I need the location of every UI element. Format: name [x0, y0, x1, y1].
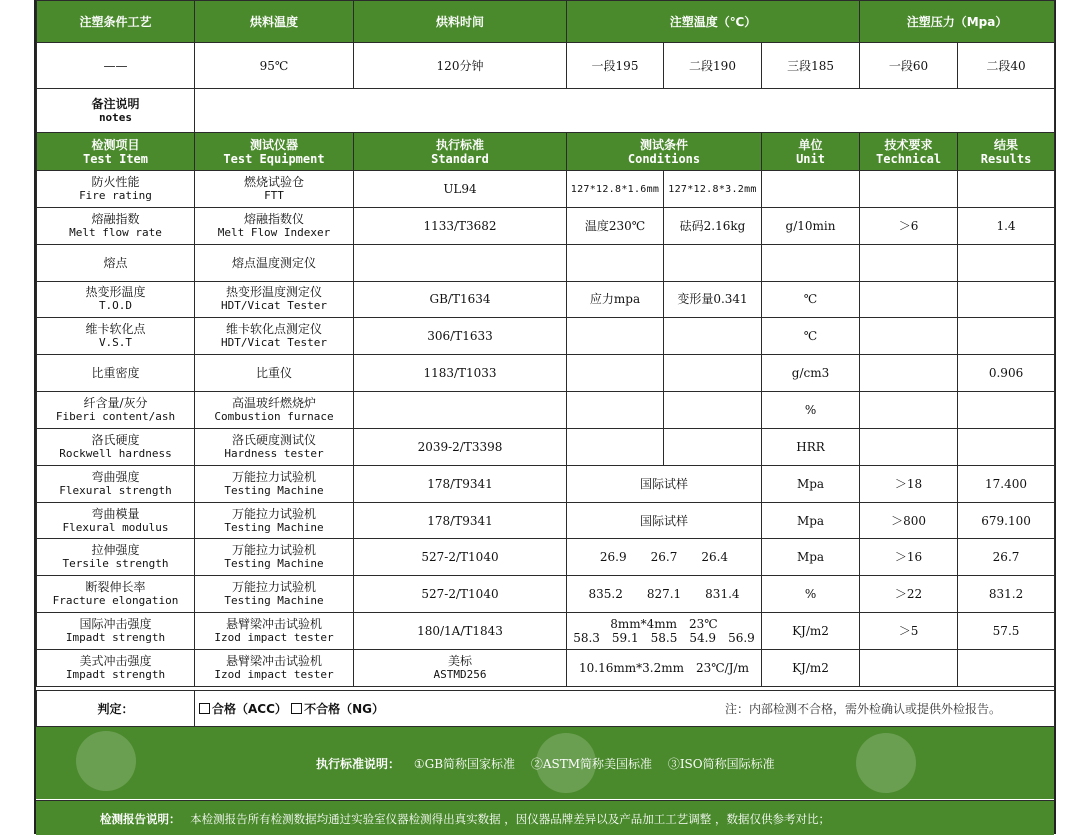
test-condition-2	[664, 318, 762, 355]
unit: g/10min	[762, 207, 860, 244]
test-item: 熔点	[37, 244, 195, 281]
standard: GB/T1634	[354, 281, 567, 318]
technical-requirement	[860, 244, 958, 281]
test-item: 拉伸强度 Tersile strength	[37, 539, 195, 576]
standards-note-band	[36, 726, 1054, 799]
test-condition-2	[664, 355, 762, 392]
test-item: 热变形温度 T.O.D	[37, 281, 195, 318]
result	[958, 244, 1055, 281]
report-note-band	[36, 800, 1054, 835]
result	[958, 318, 1055, 355]
bake-temp-value: 95℃	[195, 43, 354, 89]
standard: 1183/T1033	[354, 355, 567, 392]
test-condition-1: 温度230℃	[567, 207, 664, 244]
test-item: 弯曲强度 Flexural strength	[37, 465, 195, 502]
test-condition-1	[567, 318, 664, 355]
ng-checkbox[interactable]	[291, 703, 302, 714]
standard: 美标 ASTMD256	[354, 649, 567, 686]
result: 1.4	[958, 207, 1055, 244]
table-row	[37, 613, 1055, 650]
test-equipment: 悬臂梁冲击试验机 Izod impact tester	[195, 649, 354, 686]
standard: UL94	[354, 171, 567, 208]
unit: g/cm3	[762, 355, 860, 392]
notes-label: 备注说明 notes	[37, 89, 195, 133]
table-row	[37, 392, 1055, 429]
standard: 527-2/T1040	[354, 539, 567, 576]
test-report-table	[36, 0, 1055, 687]
test-equipment: 热变形温度测定仪 HDT/Vicat Tester	[195, 281, 354, 318]
unit: Mpa	[762, 502, 860, 539]
standard: 306/T1633	[354, 318, 567, 355]
technical-requirement: ＞16	[860, 539, 958, 576]
standards-note-text: ①GB简称国家标准 ②ASTM简称美国标准 ③ISO简称国际标准	[413, 757, 775, 771]
mold-pressure-header: 注塑压力（Mpa）	[860, 1, 1055, 43]
test-item: 断裂伸长率 Fracture elongation	[37, 576, 195, 613]
unit: Mpa	[762, 465, 860, 502]
bake-temp-header: 烘料温度	[195, 1, 354, 43]
report-note-text: 本检测报告所有检测数据均通过实验室仪器检测得出真实数据 ，因仪器品牌差异以及产品加工工艺调整 ，数据仅供参考对比；	[190, 812, 830, 826]
technical-requirement	[860, 171, 958, 208]
test-item: 熔融指数 Melt flow rate	[37, 207, 195, 244]
technical-requirement: ＞800	[860, 502, 958, 539]
test-item: 比重密度	[37, 355, 195, 392]
standard: 1133/T3682	[354, 207, 567, 244]
test-item: 纤含量/灰分 Fiberi content/ash	[37, 392, 195, 429]
test-equipment: 燃烧试验仓 FTT	[195, 171, 354, 208]
col-unit: 单位 Unit	[762, 133, 860, 171]
test-equipment: 高温玻纤燃烧炉 Combustion furnace	[195, 392, 354, 429]
unit: ℃	[762, 318, 860, 355]
table-row	[37, 649, 1055, 686]
technical-requirement	[860, 318, 958, 355]
table-row	[37, 171, 1055, 208]
judgement-table	[36, 690, 1055, 727]
col-item: 检测项目 Test Item	[37, 133, 195, 171]
column-header-row	[37, 133, 1055, 171]
standard: 178/T9341	[354, 465, 567, 502]
test-conditions: 国际试样	[567, 502, 762, 539]
table-row	[37, 465, 1055, 502]
unit: Mpa	[762, 539, 860, 576]
test-item: 国际冲击强度 Impadt strength	[37, 613, 195, 650]
result	[958, 428, 1055, 465]
col-standard: 执行标准 Standard	[354, 133, 567, 171]
test-item: 弯曲模量 Flexural modulus	[37, 502, 195, 539]
technical-requirement: ＞6	[860, 207, 958, 244]
test-conditions: 835.2 827.1 831.4	[567, 576, 762, 613]
standards-note-label: 执行标准说明：	[316, 757, 401, 771]
table-row	[37, 207, 1055, 244]
table-row	[37, 428, 1055, 465]
table-row	[37, 539, 1055, 576]
standard	[354, 392, 567, 429]
watermark-logo-icon	[76, 731, 136, 791]
bake-time-header: 烘料时间	[354, 1, 567, 43]
test-condition-1	[567, 392, 664, 429]
molding-values-row	[37, 43, 1055, 89]
result: 57.5	[958, 613, 1055, 650]
bake-time-value: 120分钟	[354, 43, 567, 89]
unit: %	[762, 576, 860, 613]
test-condition-2: 127*12.8*3.2mm	[664, 171, 762, 208]
judgement-options	[195, 691, 1055, 727]
test-condition-2: 变形量0.341	[664, 281, 762, 318]
test-item: 美式冲击强度 Impadt strength	[37, 649, 195, 686]
unit: HRR	[762, 428, 860, 465]
result	[958, 392, 1055, 429]
result	[958, 171, 1055, 208]
test-equipment: 维卡软化点测定仪 HDT/Vicat Tester	[195, 318, 354, 355]
test-equipment: 万能拉力试验机 Testing Machine	[195, 539, 354, 576]
standard: 180/1A/T1843	[354, 613, 567, 650]
technical-requirement: ＞5	[860, 613, 958, 650]
judgement-note: 注：内部检测不合格，需外检确认或提供外检报告。	[725, 701, 1002, 716]
test-condition-2	[664, 244, 762, 281]
standard: 2039-2/T3398	[354, 428, 567, 465]
result: 17.400	[958, 465, 1055, 502]
result	[958, 649, 1055, 686]
table-row	[37, 244, 1055, 281]
acc-checkbox[interactable]	[199, 703, 210, 714]
process-value: ——	[37, 43, 195, 89]
unit	[762, 244, 860, 281]
test-condition-1	[567, 355, 664, 392]
test-condition-2	[664, 428, 762, 465]
technical-requirement	[860, 392, 958, 429]
result: 831.2	[958, 576, 1055, 613]
technical-requirement	[860, 281, 958, 318]
technical-requirement	[860, 355, 958, 392]
test-item: 维卡软化点 V.S.T	[37, 318, 195, 355]
watermark-logo-icon	[856, 733, 916, 793]
technical-requirement	[860, 428, 958, 465]
technical-requirement: ＞18	[860, 465, 958, 502]
table-row	[37, 318, 1055, 355]
test-equipment: 悬臂梁冲击试验机 Izod impact tester	[195, 613, 354, 650]
test-condition-1	[567, 428, 664, 465]
test-equipment: 万能拉力试验机 Testing Machine	[195, 465, 354, 502]
standard	[354, 244, 567, 281]
result	[958, 281, 1055, 318]
col-results: 结果 Results	[958, 133, 1055, 171]
report-note-label: 检测报告说明：	[100, 812, 181, 826]
judgement-label: 判定：	[37, 691, 195, 727]
test-conditions: 10.16mm*3.2mm 23℃/J/m	[567, 649, 762, 686]
test-condition-2	[664, 392, 762, 429]
test-condition-1: 127*12.8*1.6mm	[567, 171, 664, 208]
test-condition-1	[567, 244, 664, 281]
col-technical: 技术要求 Technical	[860, 133, 958, 171]
test-equipment: 熔融指数仪 Melt Flow Indexer	[195, 207, 354, 244]
result: 26.7	[958, 539, 1055, 576]
standard: 527-2/T1040	[354, 576, 567, 613]
test-report-sheet	[34, 0, 1056, 834]
mold-press-2: 二段40	[958, 43, 1055, 89]
unit: %	[762, 392, 860, 429]
test-conditions: 26.9 26.7 26.4	[567, 539, 762, 576]
unit: KJ/m2	[762, 613, 860, 650]
table-row	[37, 281, 1055, 318]
notes-row	[37, 89, 1055, 133]
mold-temp-header: 注塑温度（℃）	[567, 1, 860, 43]
unit	[762, 171, 860, 208]
test-item: 洛氏硬度 Rockwell hardness	[37, 428, 195, 465]
acc-label: 合格（ACC）	[212, 701, 287, 716]
test-condition-2: 砝码2.16kg	[664, 207, 762, 244]
technical-requirement	[860, 649, 958, 686]
table-row	[37, 502, 1055, 539]
test-equipment: 洛氏硬度测试仪 Hardness tester	[195, 428, 354, 465]
test-equipment: 万能拉力试验机 Testing Machine	[195, 576, 354, 613]
technical-requirement: ＞22	[860, 576, 958, 613]
test-equipment: 比重仪	[195, 355, 354, 392]
test-conditions: 8mm*4mm 23℃ 58.3 59.1 58.5 54.9 56.9	[567, 613, 762, 650]
test-condition-1: 应力mpa	[567, 281, 664, 318]
molding-header-row	[37, 1, 1055, 43]
result: 679.100	[958, 502, 1055, 539]
test-equipment: 万能拉力试验机 Testing Machine	[195, 502, 354, 539]
judgement-row	[37, 691, 1055, 727]
col-equipment: 测试仪器 Test Equipment	[195, 133, 354, 171]
process-header: 注塑条件工艺	[37, 1, 195, 43]
notes-value	[195, 89, 1055, 133]
table-row	[37, 355, 1055, 392]
ng-label: 不合格（NG）	[304, 701, 384, 716]
result: 0.906	[958, 355, 1055, 392]
test-item: 防火性能 Fire rating	[37, 171, 195, 208]
mold-press-1: 一段60	[860, 43, 958, 89]
standard: 178/T9341	[354, 502, 567, 539]
unit: ℃	[762, 281, 860, 318]
mold-temp-3: 三段185	[762, 43, 860, 89]
unit: KJ/m2	[762, 649, 860, 686]
mold-temp-1: 一段195	[567, 43, 664, 89]
mold-temp-2: 二段190	[664, 43, 762, 89]
test-conditions: 国际试样	[567, 465, 762, 502]
table-row	[37, 576, 1055, 613]
col-conditions: 测试条件 Conditions	[567, 133, 762, 171]
test-equipment: 熔点温度测定仪	[195, 244, 354, 281]
